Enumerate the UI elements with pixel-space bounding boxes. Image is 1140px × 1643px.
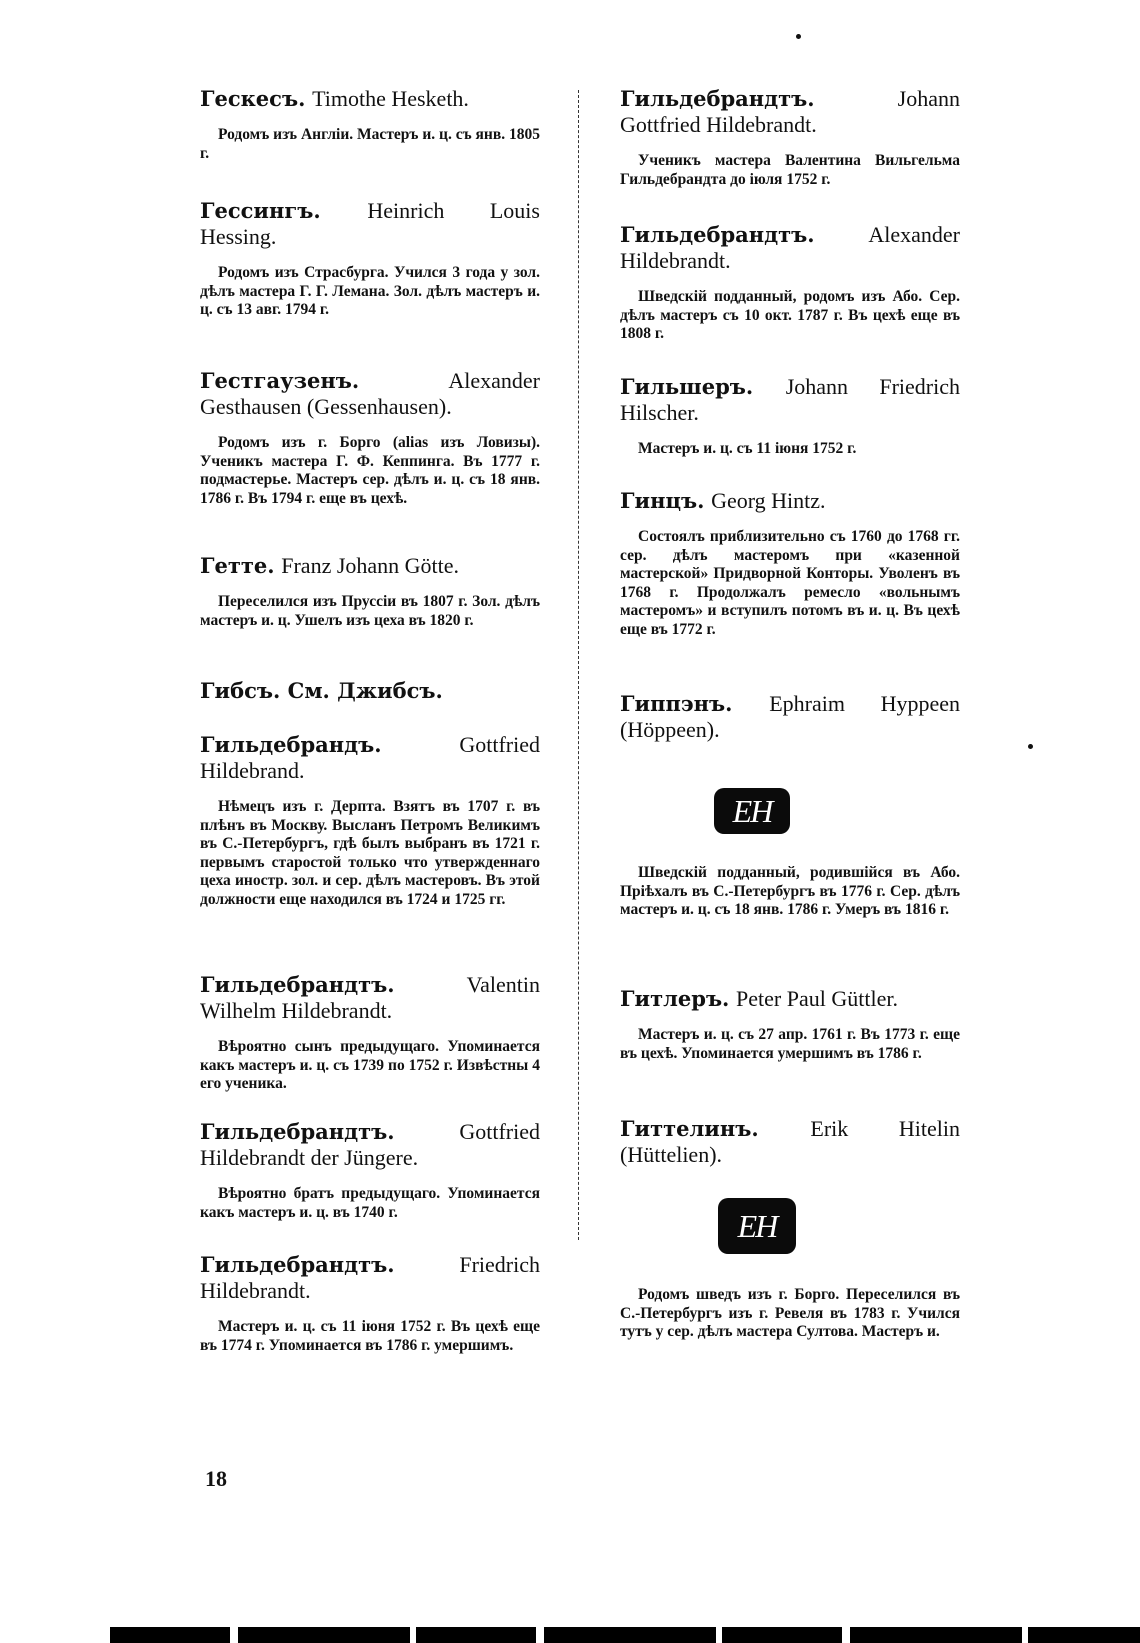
heading-ru: Гестгаузенъ.	[200, 368, 360, 393]
entry-hilscher	[620, 374, 960, 459]
entry-hintz	[620, 488, 960, 639]
entry-body: Родомъ шведъ изъ г. Борго. Переселился въ С.-Петербургъ изъ г. Ревеля въ 1783 г. Учился тутъ у сер. дѣлъ мастера Султова. Мастеръ и.	[620, 1286, 960, 1340]
entry-body: Мастеръ и. ц. съ 11 іюня 1752 г. Въ цехѣ еще въ 1774 г. Упоминается въ 1786 г. умершимъ.	[200, 1318, 540, 1354]
heading-lat: Georg Hintz.	[711, 488, 826, 513]
column-divider	[578, 90, 579, 1240]
entry-heading	[200, 1119, 540, 1171]
heading-lat: Johann Gottfried Hildebrandt.	[620, 86, 960, 137]
entry-johann-gottfried-hildebrandt	[620, 86, 960, 189]
entry-hyppeen	[620, 691, 960, 743]
entry-gesthausen	[200, 368, 540, 508]
heading-lat: Heinrich Louis Hessing.	[200, 198, 540, 249]
entry-heading	[620, 488, 960, 514]
entry-gibs	[200, 678, 540, 704]
heading-ru: Гильдебрандтъ.	[200, 1252, 395, 1277]
heading-lat: Alexander Hildebrandt.	[620, 222, 960, 273]
entry-hessing	[200, 198, 540, 320]
entry-body: Родомъ изъ г. Борго (alias изъ Ловизы). Ученикъ мастера Г. Ф. Кеппинга. Въ 1777 г. подмастерье. Мастеръ сер. дѣлъ и. ц. съ 18 янв. 1786 г. Въ 1794 г. еще въ цехѣ.	[200, 434, 540, 507]
entry-heading	[200, 972, 540, 1024]
entry-alexander-hildebrandt	[620, 222, 960, 344]
heading-ru: Гитлеръ.	[620, 986, 730, 1011]
heading-ru: Гиппэнъ.	[620, 691, 733, 716]
entry-body: Переселился изъ Пруссіи въ 1807 г. Зол. дѣлъ мастеръ и. ц. Ушелъ изъ цеха въ 1820 г.	[200, 593, 540, 629]
entry-valentin-hildebrandt	[200, 972, 540, 1094]
entry-body: Мастеръ и. ц. съ 11 іюня 1752 г.	[638, 440, 857, 457]
entry-body: Нѣмецъ изъ г. Дерпта. Взятъ въ 1707 г. въ плѣнъ въ Москву. Высланъ Петромъ Великимъ въ С.-Петербургъ, гдѣ былъ выбранъ въ 1721 г. первымъ старостой только что утвержденнаго цеха иностр. зол. и сер. дѣлъ мастеровъ. Въ этой должности еще находился въ 1724 и 1725 гг.	[200, 798, 540, 908]
entry-body: Состоялъ приблизительно съ 1760 до 1768 гг. сер. дѣлъ мастеромъ при «казенной мастерской» Придворной Конторы. Уволенъ въ 1768 г. Продолжалъ ремесло «вольнымъ мастеромъ» и вступилъ потомъ въ и. ц. Въ цехѣ еще въ 1772 г.	[620, 528, 960, 638]
heading-ru: Гильдебрандтъ.	[620, 222, 815, 247]
heading-ru: Гильшеръ.	[620, 374, 754, 399]
entry-heading	[620, 691, 960, 743]
entry-heading	[200, 732, 540, 784]
page-number: 18	[205, 1466, 227, 1491]
heading-lat: Ephraim Hyppeen (Höppeen).	[620, 691, 960, 742]
heading-lat: Gottfried Hildebrandt der Jüngere.	[200, 1119, 540, 1170]
hallmark-hyppeen: EH	[714, 788, 790, 834]
entry-body: Вѣроятно сынъ предыдущаго. Упоминается какъ мастеръ и. ц. съ 1739 по 1752 г. Извѣстны 4 его ученика.	[200, 1038, 540, 1092]
entry-heading	[200, 553, 540, 579]
entry-heading	[200, 198, 540, 250]
entry-heading	[200, 678, 540, 704]
entry-heading	[620, 222, 960, 274]
heading-ru: Гинцъ.	[620, 488, 705, 513]
heading-lat: Valentin Wilhelm Hildebrandt.	[200, 972, 540, 1023]
entry-friedrich-hildebrandt	[200, 1252, 540, 1355]
hallmark-hitelin: EH	[718, 1198, 796, 1254]
entry-guttler	[620, 986, 960, 1063]
entry-body: Ученикъ мастера Валентина Вильгельма Гильдебрандта до іюля 1752 г.	[620, 152, 960, 188]
heading-ru: Гетте.	[200, 553, 275, 578]
entry-body: Родомъ изъ Страсбурга. Учился 3 года у зол. дѣлъ мастера Г. Г. Лемана. Зол. дѣлъ мастеръ и. ц. съ 13 авг. 1794 г.	[200, 264, 540, 318]
heading-ru: Гильдебрандтъ.	[200, 1119, 395, 1144]
heading-ru: Гескесъ.	[200, 86, 306, 111]
entry-hyppeen-body	[620, 864, 960, 920]
entry-heading	[200, 368, 540, 420]
entry-gotte	[200, 553, 540, 630]
heading-lat: Franz Johann Götte.	[281, 553, 460, 578]
entry-hitelin	[620, 1116, 960, 1168]
heading-lat: Gottfried Hildebrand.	[200, 732, 540, 783]
heading-lat: Peter Paul Güttler.	[736, 986, 898, 1011]
heading-lat: Erik Hitelin (Hüttelien).	[620, 1116, 960, 1167]
entry-heading	[200, 1252, 540, 1304]
heading-lat: Timothe Hesketh.	[312, 86, 469, 111]
entry-heading	[620, 86, 960, 138]
entry-body: Родомъ изъ Англіи. Мастеръ и. ц. съ янв. 1805 г.	[200, 126, 540, 162]
entry-hildebrand	[200, 732, 540, 909]
print-speck	[1028, 744, 1033, 749]
entry-heading	[620, 374, 960, 426]
entry-hesketh	[200, 86, 540, 163]
entry-body: Шведскій подданный, родомъ изъ Або. Сер. дѣлъ мастеръ съ 10 окт. 1787 г. Въ цехѣ еще въ 1808 г.	[620, 288, 960, 342]
heading-ru: Гибсъ. См. Джибсъ.	[200, 678, 443, 703]
heading-ru: Гиттелинъ.	[620, 1116, 759, 1141]
entry-body: Мастеръ и. ц. съ 27 апр. 1761 г. Въ 1773 г. еще въ цехѣ. Упоминается умершимъ въ 1786 г.	[620, 1026, 960, 1062]
heading-ru: Гильдебрандтъ.	[200, 972, 395, 997]
heading-lat: Johann Friedrich Hilscher.	[620, 374, 960, 425]
heading-lat: Alexander Gesthausen (Gessenhausen).	[200, 368, 540, 419]
entry-heading	[200, 86, 540, 112]
entry-body: Вѣроятно братъ предыдущаго. Упоминается какъ мастеръ и. ц. въ 1740 г.	[200, 1185, 540, 1221]
entry-hitelin-body	[620, 1286, 960, 1342]
print-speck	[796, 34, 801, 39]
scan-edge-bar	[110, 1627, 1140, 1643]
entry-heading	[620, 986, 960, 1012]
heading-lat: Friedrich Hildebrandt.	[200, 1252, 540, 1303]
entry-heading	[620, 1116, 960, 1168]
heading-ru: Гильдебрандтъ.	[620, 86, 815, 111]
heading-ru: Гессингъ.	[200, 198, 321, 223]
entry-gottfried-hildebrandt-jr	[200, 1119, 540, 1222]
heading-ru: Гильдебрандъ.	[200, 732, 382, 757]
entry-body: Шведскій подданный, родившійся въ Або. Пріѣхалъ въ С.-Петербургъ въ 1776 г. Сер. дѣлъ мастеръ и. ц. съ 18 янв. 1786 г. Умеръ въ 1816 г.	[620, 864, 960, 918]
